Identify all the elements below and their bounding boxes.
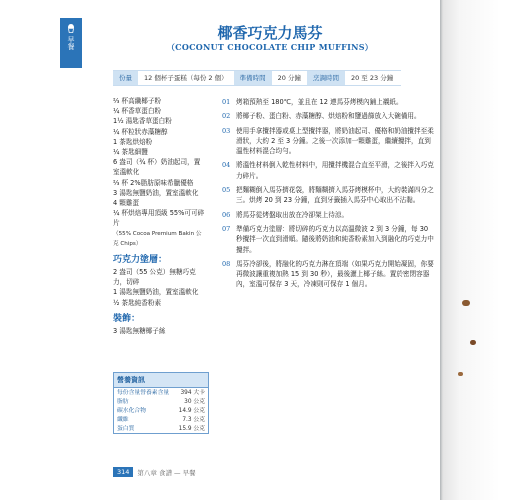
ingredient-item: 1 茶匙烘焙粉 bbox=[113, 137, 153, 146]
step-text: 馬芬冷卻後，將融化的巧克力淋在頂端（如果巧克力開始凝固，你要再微波讓重複加熱 15 到 30 秒），最後灑上椰子絲。置於密閉容器內，室溫可保存 3 天，冷凍則可保存 1 個月。 bbox=[236, 259, 434, 289]
step-number: 05 bbox=[222, 186, 231, 195]
instruction-step bbox=[222, 210, 434, 220]
ingredient-item: ¼ 杯粒狀赤藻糖醇 bbox=[113, 127, 168, 136]
instruction-step bbox=[222, 97, 434, 107]
nutrition-row bbox=[114, 415, 208, 424]
step-number: 02 bbox=[222, 112, 231, 121]
ingredients-column bbox=[113, 96, 205, 336]
cook-time-key: 烹調時間 bbox=[307, 71, 345, 85]
servings-value: 12 個杯子蛋糕（每份 2 個） bbox=[144, 74, 228, 82]
step-text: 使用手拿攪拌器或桌上型攪拌器，將奶油起司、優格和奶油攪拌至柔滑狀，大約 2 至 3 分鐘。之後一次添加一顆雞蛋，繼續攪拌，直到溫性材料混合均勻。 bbox=[236, 126, 434, 156]
instruction-step bbox=[222, 224, 434, 255]
ingredient-item: ⅔ 杯高纖椰子粉 bbox=[113, 97, 162, 105]
chocolate-crumb bbox=[462, 300, 470, 306]
prep-time-key: 準備時間 bbox=[234, 71, 272, 85]
muffin-icon bbox=[65, 22, 77, 34]
step-number: 06 bbox=[222, 210, 231, 219]
ingredient-item: 3 湯匙無鹽奶油，置室溫軟化 bbox=[113, 188, 199, 197]
ingredient-item: ⅔ 杯 2%脂肪原味希臘優格 bbox=[113, 178, 194, 187]
nutrition-label: 碳水化合物 bbox=[117, 407, 146, 414]
recipe-title: 椰香巧克力馬芬 bbox=[217, 24, 323, 42]
instruction-step bbox=[222, 185, 434, 206]
ingredient-item: 1½ 湯匙香草蛋白粉 bbox=[113, 117, 172, 126]
recipe-info-bar bbox=[113, 70, 401, 86]
nutrition-row bbox=[114, 397, 208, 406]
nutrition-box bbox=[113, 372, 209, 434]
nutrition-label: 蛋白質 bbox=[117, 425, 135, 432]
ingredient-item: ¼ 茶匙細鹽 bbox=[113, 148, 148, 157]
ingredient-item: ¼ 杯香草蛋白粉 bbox=[113, 107, 162, 116]
chocolate-crumb bbox=[470, 340, 476, 345]
recipe-subtitle: （COCONUT CHOCOLATE CHIP MUFFINS） bbox=[166, 42, 374, 52]
step-number: 03 bbox=[222, 126, 231, 135]
step-text: 準備巧克力塗層：將切碎的巧克力以高溫微波 2 到 3 分鐘，每 30 秒攪拌一次直到滑順。隨後將奶油和純香粉素加入到融化的巧克力中攪拌。 bbox=[236, 224, 434, 254]
step-text: 把麵糊倒入馬芬擠花袋，將麵糊擠入馬芬烤模杯中，大約裝滿四分之三。烘烤 20 到 23 分鐘，直到牙籤插入馬芬中心取出不沾黏。 bbox=[236, 186, 434, 205]
side-tab-label: 早餐 bbox=[67, 36, 75, 50]
step-number: 08 bbox=[222, 259, 231, 268]
step-number: 04 bbox=[222, 161, 231, 170]
nutrition-value: 7.3 公克 bbox=[182, 416, 205, 423]
nutrition-value: 14.9 公克 bbox=[178, 407, 205, 414]
ingredient-note: （55% Cocoa Premium Bakin 公克 Chips） bbox=[113, 230, 202, 247]
ingredient-item: 4 顆雞蛋 bbox=[113, 199, 140, 208]
step-text: 烤箱預熱至 180℃，並且在 12 連馬芬烤模內鋪上襯紙。 bbox=[236, 98, 403, 106]
page-number: 314 bbox=[113, 467, 133, 477]
step-number: 01 bbox=[222, 98, 231, 106]
chocolate-crumb bbox=[458, 372, 463, 376]
garnish-item: 3 湯匙無糖椰子絲 bbox=[113, 326, 166, 335]
coating-item: 1 湯匙無鹽奶油，置室溫軟化 bbox=[113, 288, 199, 297]
nutrition-label: 每份含量營養素含量 bbox=[117, 389, 170, 396]
prep-time-value: 20 分鐘 bbox=[277, 74, 301, 82]
instruction-step bbox=[222, 160, 434, 181]
coating-item: 2 盎司（55 公克）無糖巧克力，切碎 bbox=[113, 268, 196, 287]
nutrition-value: 394 大卡 bbox=[180, 389, 205, 396]
instruction-step bbox=[222, 259, 434, 290]
servings-key: 份量 bbox=[113, 71, 138, 85]
nutrition-label: 纖維 bbox=[117, 416, 129, 423]
nutrition-label: 脂肪 bbox=[117, 398, 129, 405]
chapter-side-tab bbox=[60, 18, 82, 68]
instruction-step bbox=[222, 126, 434, 157]
step-number: 07 bbox=[222, 224, 231, 233]
nutrition-title: 營養資訊 bbox=[114, 373, 208, 388]
chocolate-photo-strip bbox=[440, 0, 520, 500]
ingredient-item: ¼ 杯烘焙專用頂級 55%可可碎片 bbox=[113, 209, 205, 228]
nutrition-row bbox=[114, 424, 208, 433]
coating-item: ½ 茶匙純香粉素 bbox=[113, 298, 162, 307]
cook-time-value: 20 至 23 分鐘 bbox=[350, 74, 394, 82]
nutrition-value: 30 公克 bbox=[184, 398, 205, 405]
instructions-column bbox=[222, 97, 434, 294]
chapter-label: 第八章 食譜 — 早餐 bbox=[137, 468, 196, 477]
ingredient-item: 6 盎司（¾ 杯）奶油起司，置室溫軟化 bbox=[113, 158, 201, 177]
garnish-heading: 裝飾： bbox=[113, 313, 141, 324]
coating-heading: 巧克力塗層： bbox=[113, 255, 168, 266]
page-footer bbox=[113, 467, 196, 477]
step-text: 將椰子粉、蛋白粉、赤藻糖醇、烘焙粉和鹽過篩放入大碗備用。 bbox=[236, 112, 421, 121]
step-text: 將馬芬從烤盤取出放在冷卻架上待涼。 bbox=[236, 210, 349, 219]
step-text: 將溫性材料倒入乾性材料中，用攪拌機混合直至平滑，之後拌入巧克力碎片。 bbox=[236, 161, 434, 180]
nutrition-row bbox=[114, 406, 208, 415]
nutrition-row bbox=[114, 388, 208, 397]
instruction-step bbox=[222, 111, 434, 121]
nutrition-value: 15.9 公克 bbox=[178, 425, 205, 432]
